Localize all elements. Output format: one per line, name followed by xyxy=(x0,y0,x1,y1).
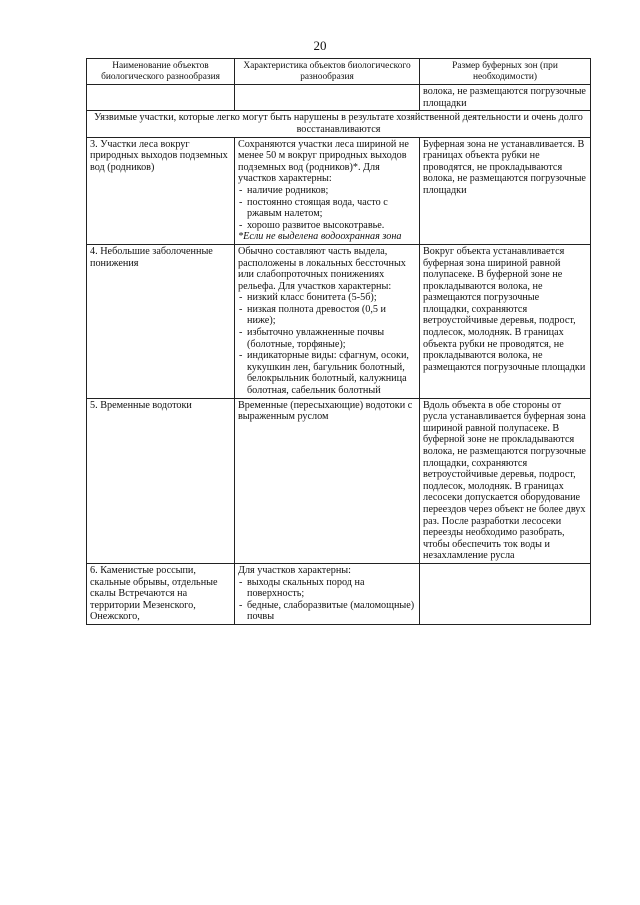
header-characteristics: Характеристика объектов биологического разнообразия xyxy=(235,59,420,85)
section-title-row xyxy=(87,111,591,137)
characteristics-intro: Временные (пересыхающие) водотоки с выраженным руслом xyxy=(238,399,413,423)
list-item: - индикаторные виды: сфагнум, осоки, кукушкин лен, багульник болотный, белокрыльник болотный, калужница болотная, сабельник болотный xyxy=(238,350,416,396)
table-row xyxy=(87,563,591,624)
biodiversity-table xyxy=(86,58,591,625)
characteristics-intro: Сохраняются участки леса шириной не менее 50 м вокруг природных выходов подземных вод (родников)*. Для участков характерны: xyxy=(238,138,409,185)
table-row xyxy=(87,244,591,398)
header-object-name: Наименование объектов биологического разнообразия xyxy=(87,59,235,85)
buffer-cell: Буферная зона не устанавливается. В границах объекта рубки не проводятся, не прокладываются волока, не размещаются погрузочные площадки xyxy=(420,137,591,244)
characteristics-intro: Для участков характерны: xyxy=(238,564,351,576)
buffer-cell: Вдоль объекта в обе стороны от русла устанавливается буферная зона шириной равной полупасеке. В буферной зоне не прокладываются волока, не размещаются погрузочные площадки, сохраняются ветроустойчивые деревья, подрост, подлесок, молодняк. В границах лесосеки допускается оборудование переездов через объект не более двух раз. После разработки лесосеки переезды необходимо разобрать, чтобы обеспечить ток воды и незахламление русла xyxy=(420,398,591,563)
table-row xyxy=(87,398,591,563)
table-header-row xyxy=(87,59,591,85)
characteristics-list xyxy=(238,577,416,623)
characteristics-cell xyxy=(235,563,420,624)
list-item: - низкая полнота древостоя (0,5 и ниже); xyxy=(238,304,416,327)
object-name-cell: 6. Каменистые россыпи, скальные обрывы, отдельные скалы Встречаются на территории Мезенского, Онежского, xyxy=(87,563,235,624)
continuation-characteristics-cell xyxy=(235,85,420,111)
list-item: - избыточно увлажненные почвы (болотные, торфяные); xyxy=(238,327,416,350)
table-row xyxy=(87,137,591,244)
characteristics-cell xyxy=(235,137,420,244)
page-number: 20 xyxy=(313,38,327,53)
characteristics-list xyxy=(238,185,416,231)
object-name-cell: 3. Участки леса вокруг природных выходов подземных вод (родников) xyxy=(87,137,235,244)
buffer-cell xyxy=(420,563,591,624)
continuation-buffer-cell: волока, не размещаются погрузочные площадки xyxy=(420,85,591,111)
list-item: - выходы скальных пород на поверхность; xyxy=(238,577,416,600)
characteristics-cell xyxy=(235,398,420,563)
list-item: - низкий класс бонитета (5-5б); xyxy=(238,292,416,304)
buffer-cell: Вокруг объекта устанавливается буферная зона шириной равной полупасеке. В буферной зоне не прокладываются волока, не размещаются погрузочные площадки, сохраняются ветроустойчивые деревья, подрост, подлесок, молодняк. В границах объекта рубки не проводятся, не прокладываются волока, не размещаются погрузочные площадки xyxy=(420,244,591,398)
continuation-name-cell xyxy=(87,85,235,111)
characteristics-intro: Обычно составляют часть выдела, расположены в локальных бессточных или слабопроточных понижениях рельефа. Для участков характерны: xyxy=(238,245,406,292)
table-row-continuation xyxy=(87,85,591,111)
section-title: Уязвимые участки, которые легко могут быть нарушены в результате хозяйственной деятельности и очень долго восстанавливаются xyxy=(87,111,591,137)
object-name-cell: 4. Небольшие заболоченные понижения xyxy=(87,244,235,398)
object-name-cell: 5. Временные водотоки xyxy=(87,398,235,563)
list-item: - постоянно стоящая вода, часто с ржавым налетом; xyxy=(238,197,416,220)
characteristics-list xyxy=(238,292,416,396)
header-buffer-size: Размер буферных зон (при необходимости) xyxy=(420,59,591,85)
list-item: - бедные, слаборазвитые (маломощные) почвы xyxy=(238,600,416,623)
characteristics-cell xyxy=(235,244,420,398)
footnote: *Если не выделена водоохранная зона xyxy=(238,231,402,243)
list-item: - наличие родников; xyxy=(238,185,416,197)
list-item: - хорошо развитое высокотравье. xyxy=(238,220,416,232)
